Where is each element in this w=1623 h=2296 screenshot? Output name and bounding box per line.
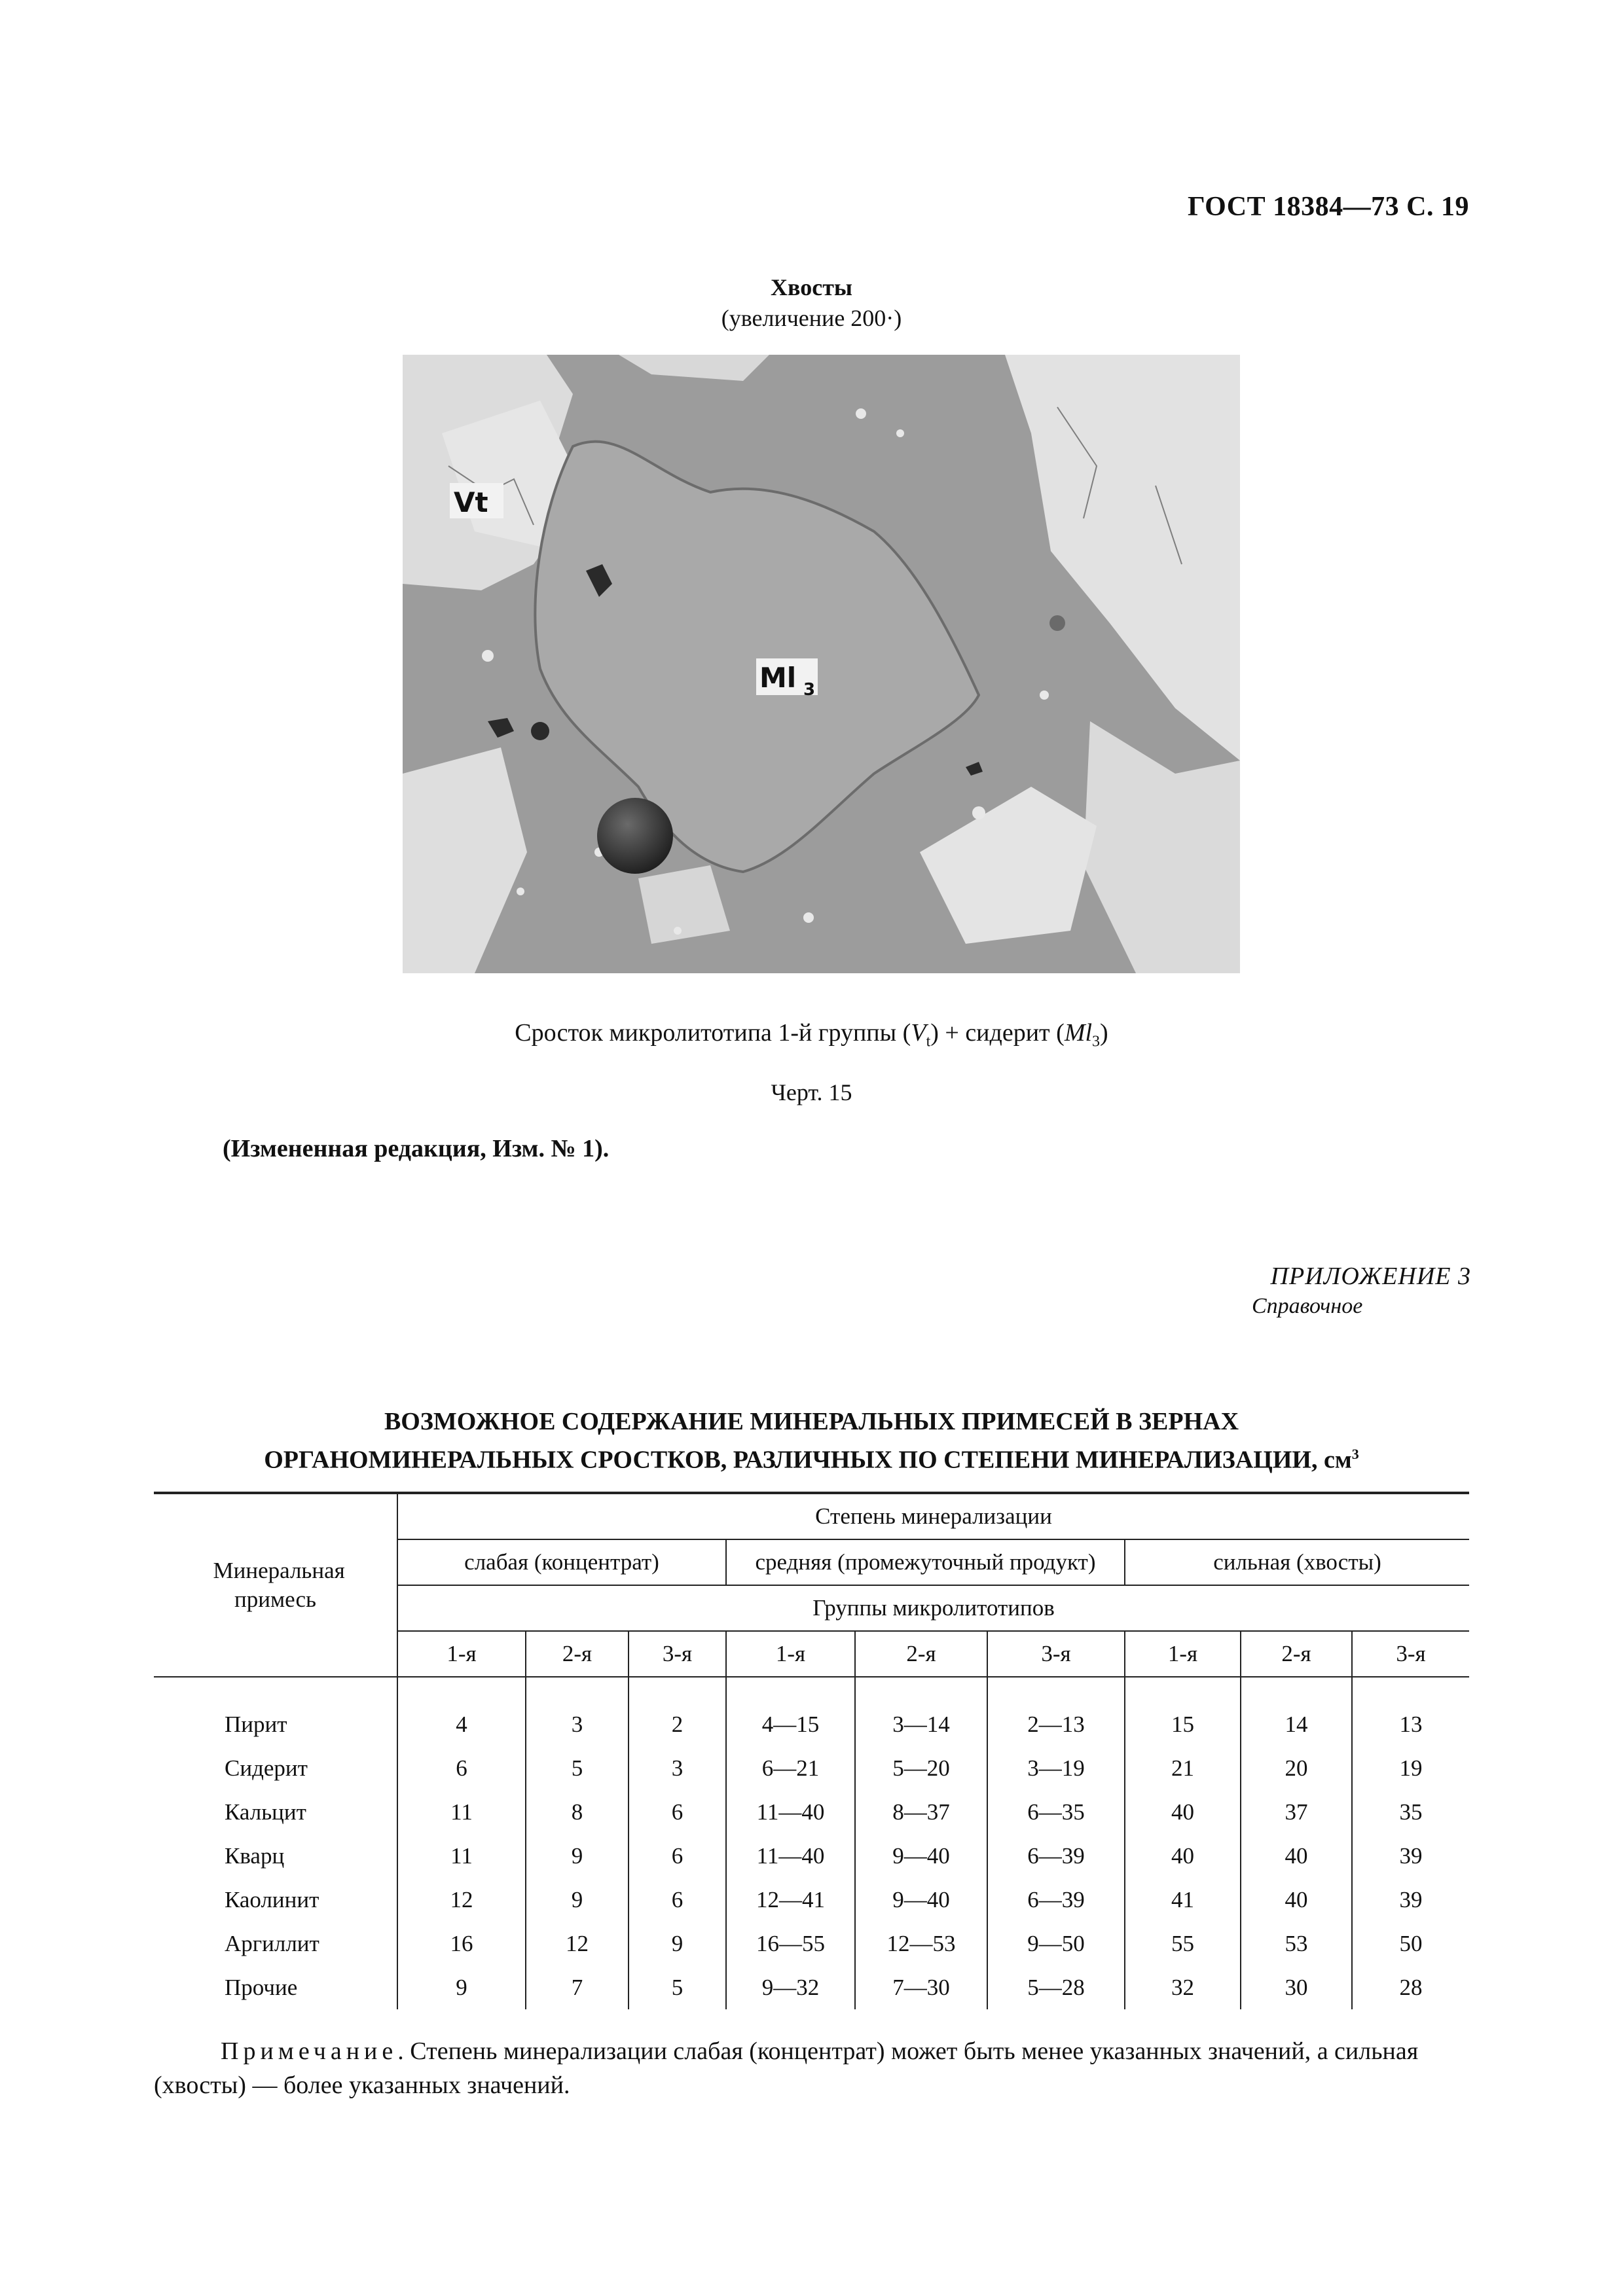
table-row	[154, 1965, 1469, 2009]
page-header: ГОСТ 18384—73 С. 19	[1187, 192, 1469, 222]
mineral-name: Аргиллит	[225, 1930, 319, 1956]
table-row	[154, 1790, 1469, 1834]
value-cell: 15	[1125, 1677, 1241, 1746]
table-body	[154, 1677, 1469, 2009]
value-cell: 40	[1241, 1834, 1352, 1878]
degree-header: Степень минерализации	[397, 1493, 1469, 1539]
mineral-name: Каолинит	[225, 1886, 319, 1912]
mineral-name: Сидерит	[225, 1755, 308, 1781]
value-cell: 6—35	[987, 1790, 1125, 1834]
row-header-text: Минеральная примесь	[213, 1558, 345, 1612]
value-cell: 5—20	[855, 1746, 987, 1790]
value-cell: 3—19	[987, 1746, 1125, 1790]
value-cell: 11—40	[726, 1790, 855, 1834]
table-title-line1: ВОЗМОЖНОЕ СОДЕРЖАНИЕ МИНЕРАЛЬНЫХ ПРИМЕСЕЙ В ЗЕРНАХ	[384, 1408, 1239, 1435]
chart-number: Черт. 15	[771, 1079, 852, 1105]
value-cell: 41	[1125, 1878, 1241, 1922]
label-vt: Vt	[454, 486, 488, 518]
group-cell: 1-я	[726, 1631, 855, 1677]
value-cell: 6—39	[987, 1878, 1125, 1922]
degree-weak: слабая (концентрат)	[397, 1539, 726, 1585]
table-title-sup: 3	[1351, 1446, 1359, 1462]
label-ml: Ml	[759, 662, 797, 694]
table-row	[154, 1834, 1469, 1878]
value-cell: 39	[1352, 1834, 1469, 1878]
value-cell: 50	[1352, 1922, 1469, 1965]
value-cell: 9—32	[726, 1965, 855, 2009]
value-cell: 16—55	[726, 1922, 855, 1965]
value-cell: 40	[1125, 1790, 1241, 1834]
table-row	[154, 1878, 1469, 1922]
table-row	[154, 1922, 1469, 1965]
value-cell: 4	[397, 1677, 526, 1746]
value-cell: 40	[1125, 1834, 1241, 1878]
caption-main: Сросток микролитотипа 1-й группы (	[515, 1019, 911, 1047]
table-row	[154, 1746, 1469, 1790]
appendix-type: Справочное	[1252, 1294, 1363, 1318]
mineral-content-table	[154, 1492, 1469, 2009]
group-cell: 2-я	[1241, 1631, 1352, 1677]
group-cell: 2-я	[855, 1631, 987, 1677]
value-cell: 11	[397, 1834, 526, 1878]
value-cell: 7—30	[855, 1965, 987, 2009]
caption-ml: Ml	[1064, 1019, 1093, 1047]
degree-strong: сильная (хвосты)	[1125, 1539, 1469, 1585]
value-cell: 9—40	[855, 1834, 987, 1878]
value-cell: 14	[1241, 1677, 1352, 1746]
note-text: . Степень минерализации слабая (концентрат) может быть менее указанных значений, а сильная (хвосты) — более указанных значений.	[154, 2037, 1419, 2099]
label-ml-subscript: 3	[803, 680, 816, 700]
value-cell: 5	[526, 1746, 629, 1790]
value-cell: 8—37	[855, 1790, 987, 1834]
caption-v: V	[911, 1019, 926, 1047]
value-cell: 6	[397, 1746, 526, 1790]
row-header-cell	[154, 1493, 397, 1677]
value-cell: 7	[526, 1965, 629, 2009]
value-cell: 19	[1352, 1746, 1469, 1790]
value-cell: 12	[526, 1922, 629, 1965]
value-cell: 6	[629, 1878, 726, 1922]
mineral-name: Пирит	[225, 1711, 287, 1737]
figure-caption	[0, 1018, 1623, 1051]
value-cell: 28	[1352, 1965, 1469, 2009]
degree-medium: средняя (промежуточный продукт)	[726, 1539, 1125, 1585]
revision-note: (Измененная редакция, Изм. № 1).	[223, 1135, 610, 1162]
value-cell: 9	[397, 1965, 526, 2009]
groups-header: Группы микролитотипов	[397, 1585, 1469, 1631]
caption-v-sub: t	[926, 1033, 931, 1050]
value-cell: 30	[1241, 1965, 1352, 2009]
value-cell: 40	[1241, 1878, 1352, 1922]
group-cell: 3-я	[987, 1631, 1125, 1677]
value-cell: 2	[629, 1677, 726, 1746]
caption-ml-sub: 3	[1092, 1033, 1101, 1050]
value-cell: 13	[1352, 1677, 1469, 1746]
value-cell: 11—40	[726, 1834, 855, 1878]
value-cell: 20	[1241, 1746, 1352, 1790]
note-label: Примечание	[221, 2037, 398, 2065]
value-cell: 9—50	[987, 1922, 1125, 1965]
value-cell: 9—40	[855, 1878, 987, 1922]
value-cell: 8	[526, 1790, 629, 1834]
value-cell: 32	[1125, 1965, 1241, 2009]
table-note	[154, 2034, 1471, 2102]
appendix-label: ПРИЛОЖЕНИЕ 3	[1270, 1263, 1471, 1290]
mineral-name: Кварц	[225, 1842, 285, 1869]
micrograph-image	[403, 355, 1240, 973]
value-cell: 11	[397, 1790, 526, 1834]
value-cell: 3	[526, 1677, 629, 1746]
value-cell: 37	[1241, 1790, 1352, 1834]
value-cell: 39	[1352, 1878, 1469, 1922]
value-cell: 35	[1352, 1790, 1469, 1834]
group-cell: 1-я	[1125, 1631, 1241, 1677]
value-cell: 6	[629, 1790, 726, 1834]
group-cell: 2-я	[526, 1631, 629, 1677]
figure-magnification: (увеличение 200·)	[721, 305, 902, 331]
value-cell: 3—14	[855, 1677, 987, 1746]
micrograph-svg	[403, 355, 1240, 973]
value-cell: 9	[526, 1878, 629, 1922]
value-cell: 6—21	[726, 1746, 855, 1790]
value-cell: 9	[526, 1834, 629, 1878]
value-cell: 9	[629, 1922, 726, 1965]
value-cell: 4—15	[726, 1677, 855, 1746]
table-title	[0, 1406, 1623, 1477]
group-cell: 1-я	[397, 1631, 526, 1677]
value-cell: 6	[629, 1834, 726, 1878]
group-cell: 3-я	[1352, 1631, 1469, 1677]
caption-end: )	[1100, 1019, 1108, 1047]
table-row	[154, 1677, 1469, 1746]
value-cell: 3	[629, 1746, 726, 1790]
table-title-line2: ОРГАНОМИНЕРАЛЬНЫХ СРОСТКОВ, РАЗЛИЧНЫХ ПО СТЕПЕНИ МИНЕРАЛИЗАЦИИ, см	[264, 1446, 1352, 1474]
figure-title: Хвосты	[771, 274, 852, 300]
value-cell: 12—41	[726, 1878, 855, 1922]
value-cell: 16	[397, 1922, 526, 1965]
group-cell: 3-я	[629, 1631, 726, 1677]
value-cell: 2—13	[987, 1677, 1125, 1746]
caption-mid: ) + сидерит (	[930, 1019, 1065, 1047]
mineral-name: Прочие	[225, 1974, 298, 2000]
value-cell: 12	[397, 1878, 526, 1922]
value-cell: 12—53	[855, 1922, 987, 1965]
mineral-name: Кальцит	[225, 1799, 306, 1825]
value-cell: 53	[1241, 1922, 1352, 1965]
value-cell: 5—28	[987, 1965, 1125, 2009]
value-cell: 6—39	[987, 1834, 1125, 1878]
value-cell: 55	[1125, 1922, 1241, 1965]
value-cell: 5	[629, 1965, 726, 2009]
value-cell: 21	[1125, 1746, 1241, 1790]
